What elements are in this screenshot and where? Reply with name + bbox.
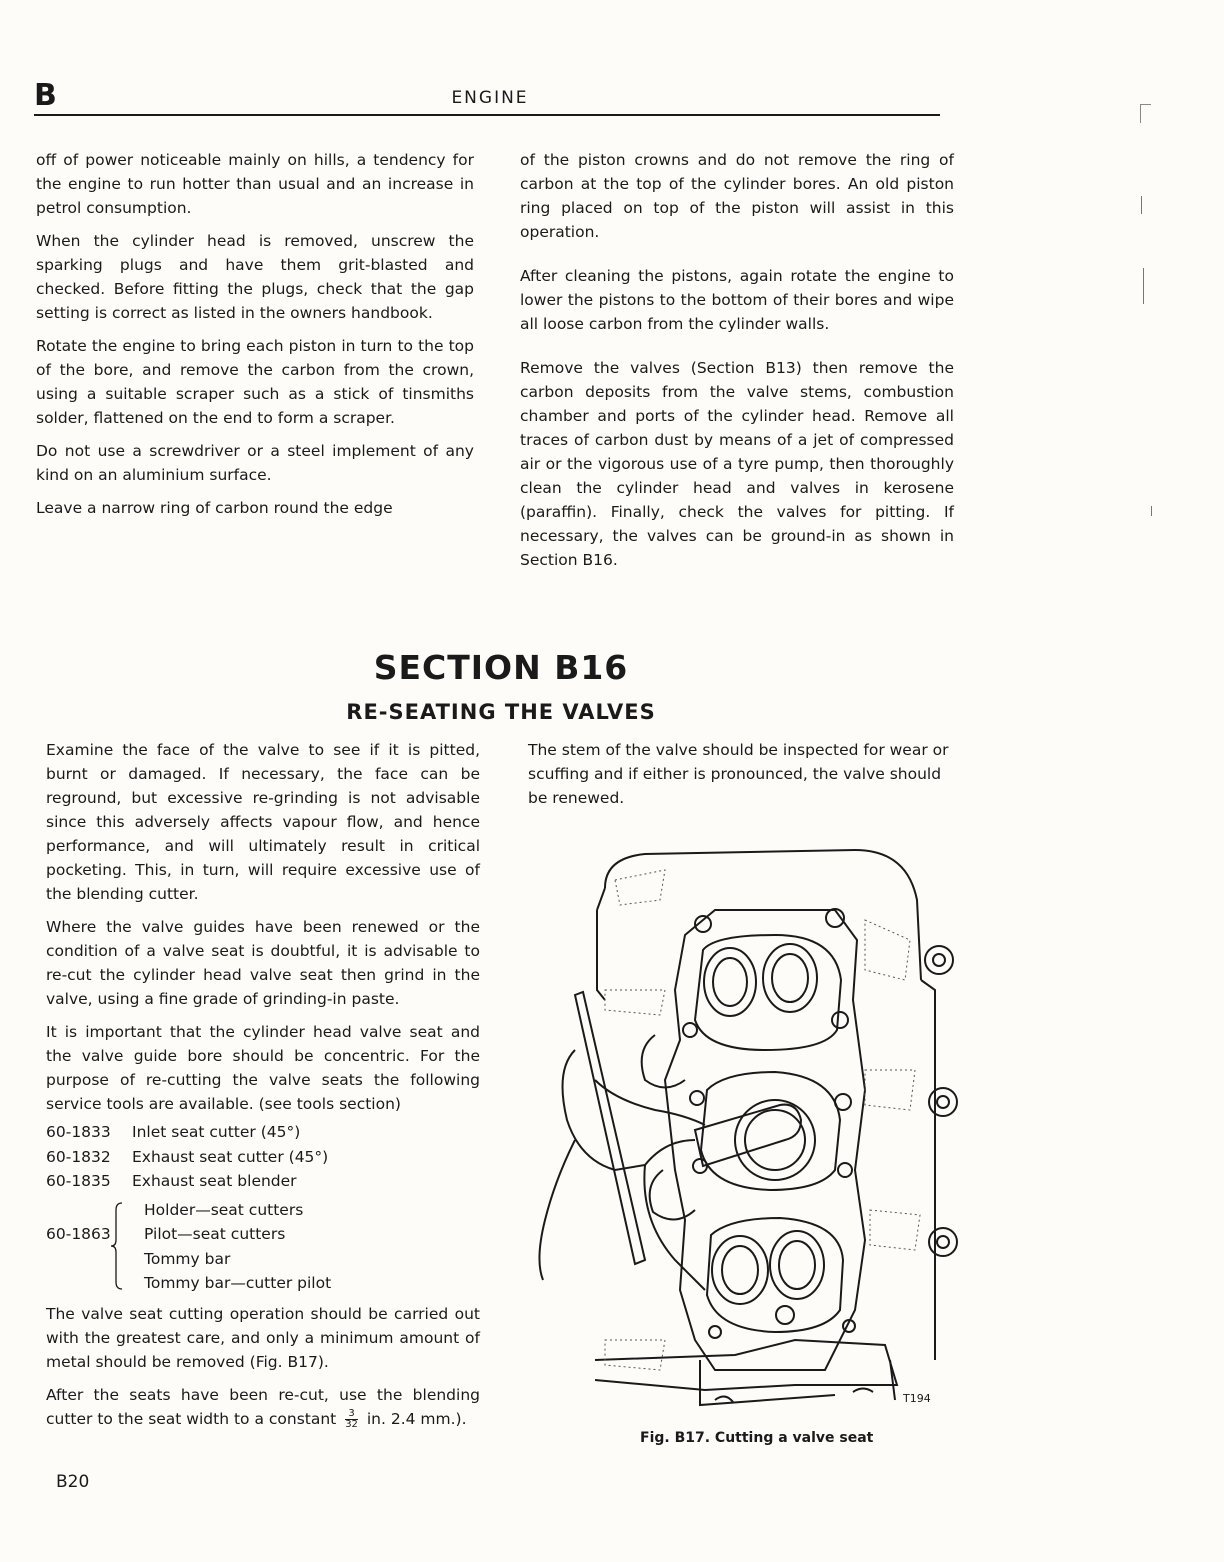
paragraph: Examine the face of the valve to see if it is pitted, burnt or damaged. If necessary, the face can be reground, but excessive re-grinding is not advisable since this adversely affects vapour flow, and hence performance, and will ultimately result in critical pocketing. This, in turn, will require excessive use of the blending cutter. [46, 741, 480, 903]
paragraph: off of power noticeable mainly on hills, a tendency for the engine to run hotter than usual and an increase in petrol consumption. [36, 151, 474, 217]
tool-group-items [144, 1198, 331, 1296]
figure-cylinder-head-drawing [535, 840, 975, 1425]
section-letter: B [34, 78, 57, 113]
page-title: ENGINE [451, 88, 529, 108]
tool-group-item: Tommy bar—cutter pilot [144, 1274, 332, 1292]
section-subtitle: RE-SEATING THE VALVES [346, 700, 656, 724]
tool-number: 60-1835 [46, 1172, 111, 1190]
brace-icon [110, 1202, 124, 1290]
margin-mark [1151, 506, 1152, 516]
tools-list [46, 1120, 480, 1296]
paragraph: Remove the valves (Section B13) then remove the carbon deposits from the valve stems, combustion chamber and ports of the cylinder head. Remove all traces of carbon dust by means of a jet of compressed air or the vigorous use of a tyre pump, then thoroughly clean the cylinder head and valves in kerosene (paraffin). Finally, check the valves for pitting. If necessary, the valves can be ground-in as shown in Section B16. [520, 359, 954, 569]
margin-mark [1143, 268, 1144, 304]
paragraph: After cleaning the pistons, again rotate the engine to lower the pistons to the bottom of their bores and wipe all loose carbon from the cylinder walls. [520, 267, 954, 333]
paragraph: The valve seat cutting operation should be carried out with the greatest care, and only a minimum amount of metal should be removed (Fig. B17). [46, 1304, 480, 1371]
paragraph-text: After the seats have been re-cut, use the blending cutter to the seat width to a constant [46, 1385, 480, 1428]
tool-description: Exhaust seat blender [132, 1172, 297, 1190]
fraction-denominator: 32 [345, 1418, 358, 1430]
page-number: B20 [56, 1472, 90, 1492]
tool-description: Exhaust seat cutter (45°) [132, 1147, 329, 1166]
fraction-numerator: 3 [345, 1409, 358, 1420]
header-rule [34, 114, 940, 116]
paragraph [46, 1383, 480, 1431]
tool-group-number: 60-1863 [46, 1224, 111, 1243]
corner-mark [1140, 104, 1151, 123]
fraction [345, 1409, 358, 1430]
left-bottom-column [46, 738, 480, 1440]
paragraph: Do not use a screwdriver or a steel implement of any kind on an aluminium surface. [36, 442, 474, 484]
tool-row [46, 1145, 480, 1170]
figure-caption: Fig. B17. Cutting a valve seat [640, 1430, 874, 1446]
margin-mark [1141, 196, 1142, 214]
right-bottom-column [528, 738, 960, 819]
tool-group [46, 1198, 480, 1296]
left-top-column [36, 148, 474, 529]
tool-group-item: Pilot—seat cutters [144, 1225, 286, 1243]
paragraph: of the piston crowns and do not remove the ring of carbon at the top of the cylinder bores. An old piston ring placed on top of the piston will assist in this operation. [520, 151, 954, 241]
tool-group-item: Holder—seat cutters [144, 1200, 304, 1219]
paragraph: It is important that the cylinder head valve seat and the valve guide bore should be concentric. For the purpose of re-cutting the valve seats the following service tools are available. (see tools section) [46, 1023, 480, 1113]
figure-reference-label: T194 [903, 1392, 931, 1405]
tool-row [46, 1120, 480, 1145]
paragraph: When the cylinder head is removed, unscrew the sparking plugs and have them grit-blasted and checked. Before fitting the plugs, check that the gap setting is correct as listed in the owners handbook. [36, 232, 474, 322]
paragraph: The stem of the valve should be inspected for wear or scuffing and if either is pronounced, the valve should be renewed. [528, 741, 949, 807]
tool-row [46, 1169, 480, 1194]
paragraph: Leave a narrow ring of carbon round the edge [36, 499, 393, 517]
tool-number: 60-1832 [46, 1147, 111, 1166]
right-top-column [520, 148, 954, 581]
paragraph: Where the valve guides have been renewed or the condition of a valve seat is doubtful, it is advisable to re-cut the cylinder head valve seat then grind in the valve, using a fine grade of grinding-in paste. [46, 918, 480, 1008]
paragraph: Rotate the engine to bring each piston in turn to the top of the bore, and remove the carbon from the crown, using a suitable scraper such as a stick of tinsmiths solder, flattened on the end to form a scraper. [36, 337, 474, 427]
tool-description: Inlet seat cutter (45°) [132, 1123, 301, 1141]
tool-number: 60-1833 [46, 1123, 111, 1141]
paragraph-text: in. 2.4 mm.). [366, 1409, 467, 1428]
section-title: SECTION B16 [373, 648, 629, 687]
tool-group-item: Tommy bar [144, 1249, 231, 1268]
